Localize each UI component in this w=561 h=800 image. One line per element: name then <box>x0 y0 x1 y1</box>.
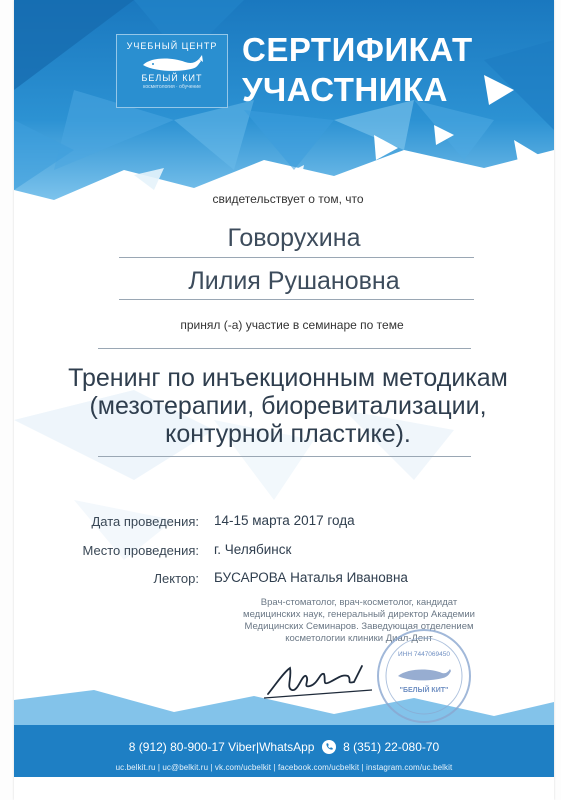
logo-top-text: УЧЕБНЫЙ ЦЕНТР <box>126 41 218 51</box>
participant-last-name: Говорухина <box>227 224 361 252</box>
official-stamp <box>374 626 474 726</box>
participant-first-name: Лилия Рушановна <box>188 267 400 295</box>
topic-line-3: контурной пластике). <box>165 420 411 448</box>
name-underline-2 <box>119 299 474 300</box>
topic-line-1: Тренинг по инъекционным методикам <box>68 364 508 392</box>
brand-logo <box>116 34 228 108</box>
place-label: Место проведения: <box>82 543 199 558</box>
logo-tagline: косметология · обучение <box>143 84 201 90</box>
took-part-text: принял (-а) участие в семинаре по теме <box>180 318 404 332</box>
date-value: 14-15 марта 2017 года <box>214 513 355 528</box>
logo-bottom-text: БЕЛЫЙ КИТ <box>141 73 203 83</box>
name-underline-1 <box>119 257 474 258</box>
certificate-title <box>242 30 472 110</box>
stamp-name: "БЕЛЫЙ КИТ" <box>399 687 449 694</box>
date-label: Дата проведения: <box>91 514 199 529</box>
phone-mobile[interactable]: 8 (912) 80-900-17 Viber|WhatsApp <box>128 739 315 754</box>
lecturer-desc-line-2: медицинских наук, генеральный директор Академии <box>243 609 475 620</box>
title-line-1: СЕРТИФИКАТ <box>242 31 473 68</box>
title-line-2: УЧАСТНИКА <box>242 71 448 108</box>
phone-icon <box>322 740 336 754</box>
lecturer-label: Лектор: <box>153 571 199 586</box>
witness-text: свидетельствует о том, что <box>212 192 364 206</box>
stamp-inn: ИНН 7447069450 <box>397 651 451 658</box>
footer-links[interactable]: uc.belkit.ru | uc@belkit.ru | vk.com/ucbelkit | facebook.com/ucbelkit | instagram.com/uc.belkit <box>115 763 453 772</box>
footer-phones <box>14 739 554 754</box>
lecturer-desc-line-4: косметологии клиники Диал-Дент <box>285 633 433 644</box>
stamp-whale-icon <box>398 669 451 680</box>
topic-line-2: (мезотерапии, биоревитализации, <box>89 392 487 420</box>
lecturer-signature <box>262 654 382 702</box>
seminar-topic <box>28 364 548 448</box>
whale-icon <box>141 53 203 73</box>
topic-top-line <box>98 348 471 349</box>
certificate-sheet <box>14 0 554 800</box>
topic-bottom-line <box>98 456 471 457</box>
place-value: г. Челябинск <box>214 542 292 557</box>
lecturer-desc-line-1: Врач-стоматолог, врач-косметолог, кандидат <box>260 597 458 608</box>
lecturer-desc-line-3: Медицинских Семинаров. Заведующая отделением <box>244 621 474 632</box>
phone-landline[interactable]: 8 (351) 22-080-70 <box>343 739 440 754</box>
lecturer-value: БУСАРОВА Наталья Ивановна <box>214 570 408 585</box>
